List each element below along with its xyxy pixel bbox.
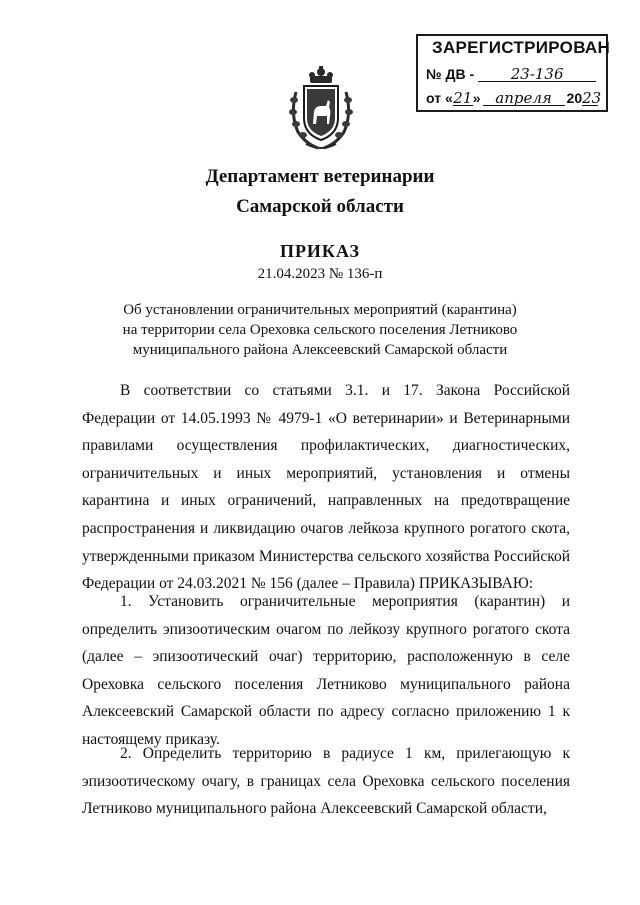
stamp-date-row bbox=[426, 89, 602, 107]
department-name-line2: Самарской области bbox=[236, 196, 404, 217]
paragraph-text: 1. Установить ограничительные мероприятия (карантин) и определить эпизоотическим очагом по лейкозу крупного рогатого скота (далее – эпизоотический очаг) территорию, расположенную в селе Ореховка сельского поселения Летниково муниципального района Алексеевский Самарской области по адресу согласно приложению 1 к настоящему приказу. bbox=[82, 593, 570, 748]
body-paragraph-preamble bbox=[82, 377, 570, 598]
stamp-date-mid: » bbox=[472, 90, 481, 106]
stamp-year-suffix: 23 bbox=[582, 89, 602, 107]
body-paragraph-item-1 bbox=[82, 588, 570, 754]
stamp-year-prefix: 20 bbox=[566, 90, 583, 106]
paragraph-text: 2. Определить территорию в радиусе 1 км, прилегающую к эпизоотическому очагу, в границах села Ореховка сельского поселения Летниково муниципального района Алексеевский Самарской области, bbox=[82, 745, 570, 818]
stamp-number-row bbox=[426, 66, 596, 82]
samara-coat-of-arms-icon bbox=[288, 66, 354, 152]
stamp-title: ЗАРЕГИСТРИРОВАН bbox=[432, 38, 611, 57]
stamp-number-value: 23-136 bbox=[478, 67, 596, 82]
stamp-date-prefix: от « bbox=[426, 90, 453, 106]
subject-line2: на территории села Ореховка сельского поселения Летниково bbox=[122, 322, 518, 338]
registration-stamp bbox=[416, 34, 611, 112]
stamp-number-label: № ДВ - bbox=[426, 66, 475, 82]
document-type: ПРИКАЗ bbox=[279, 241, 361, 261]
subject-line1: Об установлении ограничительных мероприятий (карантина) bbox=[123, 302, 517, 318]
stamp-date-day: 21 bbox=[453, 89, 473, 107]
paragraph-text: В соответствии со статьями 3.1. и 17. Закона Российской Федерации от 14.05.1993 № 4979-1 «О ветеринарии» и Ветеринарными правилами осуществления профилактических, диагностических, ограничительных и иных мероприятий, установления и отмены карантина и иных ограничений, направленных на предотвращение распространения и ликвидацию очагов лейкоза крупного рогатого скота, утвержденными приказом Министерства сельского хозяйства Российской Федерации от 24.03.2021 № 156 (далее – Правила) ПРИКАЗЫВАЮ: bbox=[82, 382, 570, 593]
subject-line3: муниципального района Алексеевский Самарской области bbox=[132, 342, 508, 358]
body-paragraph-item-2 bbox=[82, 740, 570, 823]
stamp-date-month: апреля bbox=[483, 91, 565, 106]
document-date-number: 21.04.2023 № 136-п bbox=[257, 266, 383, 282]
department-name-line1: Департамент ветеринарии bbox=[205, 166, 435, 187]
